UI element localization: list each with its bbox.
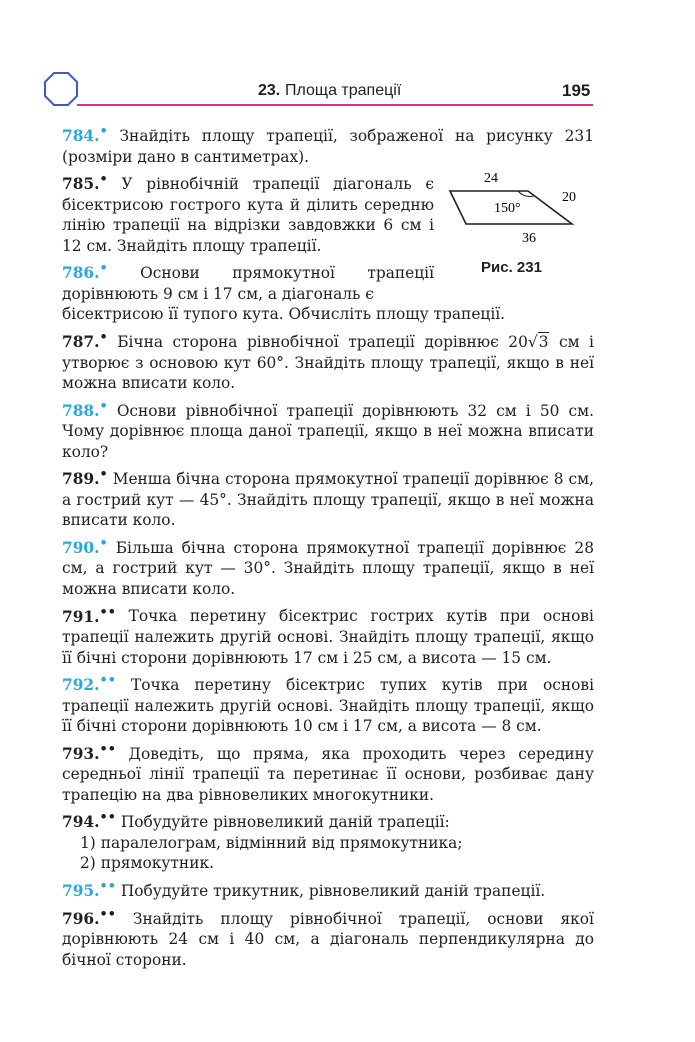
problem-number: 786.•: [62, 261, 108, 283]
problem-786: [62, 259, 594, 325]
page-number: 195: [562, 81, 591, 100]
problem-text: Менша бічна сторона прямокутної трапеції дорівнює 8 см, а гострий кут — 45°. Знайдіть площу трапеції, якщо в неї можна вписати коло.: [62, 470, 594, 530]
problem-790: [62, 534, 594, 600]
problem-788: [62, 397, 594, 463]
angle-label: 150°: [494, 201, 521, 216]
problem-794: [62, 808, 594, 874]
problem-text-a: Бічна сторона рівнобічної трапеції дорівнює 20: [117, 333, 528, 351]
problem-text: Побудуйте рівновеликий даній трапеції:: [120, 813, 450, 832]
list-item: 2) прямокутник.: [80, 854, 214, 873]
problem-number: 789.•: [62, 467, 108, 489]
bottom-label: 36: [522, 231, 536, 246]
problem-784: [62, 122, 594, 167]
problem-text: Знайдіть площу рівнобічної трапеції, основи якої дорівнюють 24 см і 40 см, а діагональ перпендикулярна до бічної сторони.: [62, 909, 594, 969]
problem-text: Основи рівнобічної трапеції дорівнюють 32 см і 50 см. Чому дорівнює площа даної трапеції, якщо в неї можна вписати коло?: [62, 401, 594, 461]
sqrt-symbol: √3: [527, 333, 549, 351]
problem-number: 794.••: [62, 810, 116, 832]
page-header: [0, 0, 695, 110]
section-number: 23.: [258, 82, 281, 99]
list-item: 1) паралелограм, відмінний від прямокутника;: [80, 833, 463, 852]
problem-number: 785.•: [62, 172, 108, 194]
problem-text: Знайдіть площу трапеції, зображеної на рисунку 231 (розміри дано в сантиметрах).: [62, 127, 594, 166]
figure-caption: Рис. 231: [481, 259, 542, 276]
problem-785: [62, 170, 594, 256]
problem-text-a: Основи прямокутної трапеції дорівнюють 9 см і 17 см, а діагональ є: [62, 264, 434, 303]
problem-text: Точка перетину бісектрис тупих кутів при основі трапеції належить другій основі. Знайдіть площу трапеції, якщо її бічні сторони дорівнюють 10 см і 17 см, а висота — 8 см.: [62, 676, 594, 736]
problem-number: 784.•: [62, 124, 108, 146]
problem-text-b: см і утворює з основою кут 60°. Знайдіть площу трапеції, якщо в неї можна вписати коло.: [62, 333, 594, 392]
problem-789: [62, 465, 594, 531]
problem-number: 790.•: [62, 535, 108, 557]
problem-text: Точка перетину бісектрис гострих кутів при основі трапеції належить другій основі. Знайдіть площу трапеції, якщо її бічні сторони дорівнюють 17 см і 25 см, а висота — 15 см.: [62, 607, 594, 667]
problem-number: 792.••: [62, 673, 116, 695]
problem-text: Більша бічна сторона прямокутної трапеції дорівнює 28 см, а гострий кут — 30°. Знайдіть площу трапеції, якщо в неї можна вписати коло.: [62, 538, 594, 598]
problem-number: 788.•: [62, 398, 108, 420]
top-label: 24: [484, 171, 498, 186]
side-label: 20: [562, 190, 576, 205]
problem-text: У рівнобічній трапеції діагональ є бісектрисою гострого кута й ділить середню лінію трапеції на відрізки завдовжки 6 см і 12 см. Знайдіть площу трапеції.: [62, 175, 434, 255]
problem-number: 795.••: [62, 878, 116, 900]
problem-787: [62, 328, 594, 394]
header-rule: [77, 104, 593, 106]
problem-791: [62, 602, 594, 668]
problem-792: [62, 671, 594, 737]
problem-793: [62, 740, 594, 806]
problem-796: [62, 905, 594, 971]
problem-number: 793.••: [62, 741, 116, 763]
problem-text: Побудуйте трикутник, рівновеликий даній трапеції.: [120, 882, 546, 900]
problem-text-b: бісектрисою її тупого кута. Обчисліть площу трапеції.: [62, 305, 506, 324]
problem-text: Доведіть, що пряма, яка проходить через середину середньої лінії трапеції та перетинає її основи, розбиває дану трапецію на два рівновеликих многокутники.: [62, 744, 594, 804]
problem-number: 796.••: [62, 906, 116, 928]
problem-795: [62, 877, 594, 902]
octagon-icon: [44, 72, 78, 106]
section-title: Площа трапеції: [285, 82, 402, 99]
problem-number: 791.••: [62, 604, 116, 626]
problem-list: [62, 122, 594, 973]
problem-number: 787.•: [62, 329, 108, 351]
